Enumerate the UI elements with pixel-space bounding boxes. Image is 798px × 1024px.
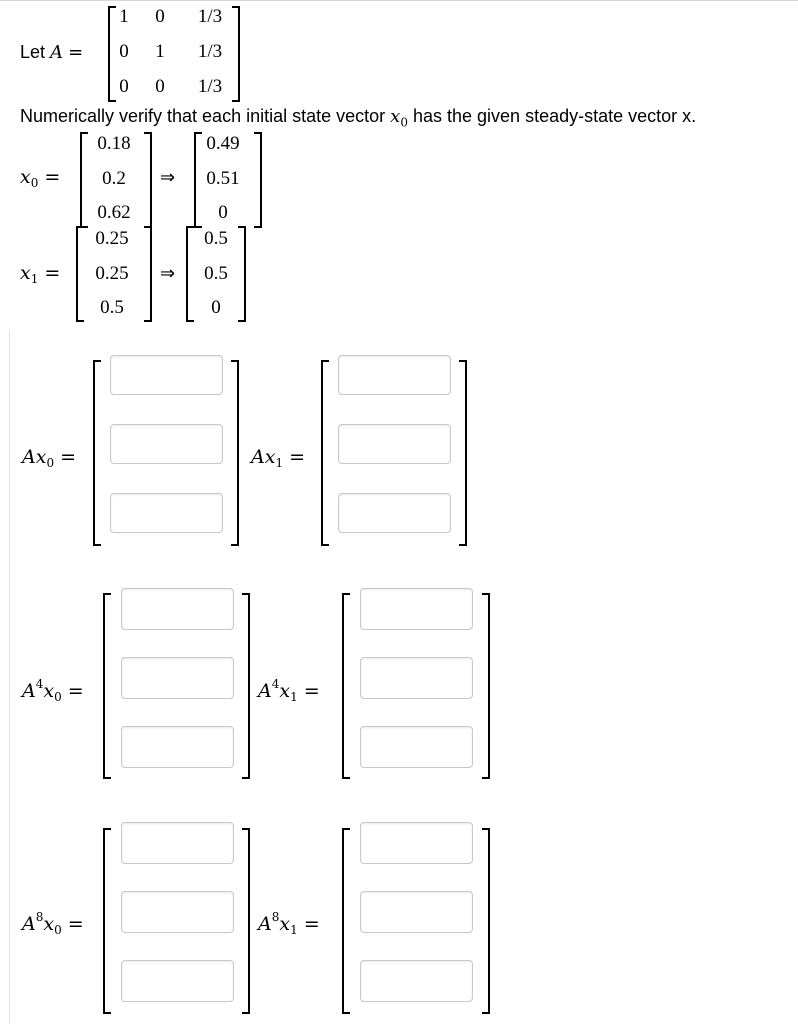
x0-initial-value: 0.2 [102, 168, 126, 189]
x0-initial-value: 0.62 [97, 202, 131, 223]
x1-initial-value: 0.5 [100, 297, 124, 318]
matrix-a-right-bracket [232, 6, 240, 102]
ax0-input-2[interactable] [110, 424, 223, 464]
instruction-suffix: has the given steady-state vector x. [412, 106, 697, 126]
x1-steady-value: 0 [211, 297, 221, 318]
matrix-a-cell: 0 [119, 76, 129, 97]
a4x0-input-3[interactable] [121, 726, 234, 768]
ax1-input-2[interactable] [338, 424, 451, 464]
a8x1-right-bracket [482, 828, 490, 1014]
ax1-input-3[interactable] [338, 493, 451, 533]
x0-label: $x_0$ = [20, 166, 61, 190]
instruction-prefix: Numerically verify that each initial state vector [20, 106, 386, 126]
x0-steady-value: 0 [218, 202, 228, 223]
instruction-var: $x_0$ [390, 106, 408, 130]
ax0-input-3[interactable] [110, 493, 223, 533]
a8x1-input-2[interactable] [360, 891, 473, 933]
a4x1-right-bracket [482, 593, 490, 779]
x0-initial-value: 0.18 [97, 133, 131, 154]
let-text: Let [20, 42, 46, 62]
x1-initial-value: 0.25 [95, 228, 129, 249]
a8x0-right-bracket [242, 828, 250, 1014]
x1-initial-value: 0.25 [95, 263, 129, 284]
matrix-a-cell: 0 [119, 41, 129, 62]
x0-right-bracket [144, 132, 152, 228]
a8x1-label: $A^8x_1$ = [258, 910, 320, 937]
ax0-label: $Ax_0$ = [22, 446, 77, 470]
top-divider [0, 0, 798, 1]
a4x1-left-bracket [342, 593, 350, 779]
left-divider [9, 330, 10, 1024]
matrix-name: A [50, 42, 64, 63]
ax1-label: $Ax_1$ = [251, 446, 306, 470]
a4x1-input-2[interactable] [360, 657, 473, 699]
matrix-a-cell: 1/3 [197, 76, 223, 97]
x1-right-bracket [144, 226, 152, 322]
equals-sign: = [68, 42, 84, 63]
matrix-a-cell: 1 [119, 6, 129, 27]
instruction-text [20, 106, 696, 130]
a8x0-label: $A^8x_0$ = [22, 910, 84, 937]
ax1-right-bracket [459, 360, 467, 546]
a4x1-input-1[interactable] [360, 588, 473, 630]
a4x1-label: $A^4x_1$ = [258, 677, 320, 704]
ax0-right-bracket [231, 360, 239, 546]
a8x1-input-1[interactable] [360, 822, 473, 864]
x0-steady-value: 0.49 [206, 133, 240, 154]
a8x1-left-bracket [342, 828, 350, 1014]
a4x0-right-bracket [242, 593, 250, 779]
ax0-left-bracket [93, 360, 101, 546]
x0-steady-right-bracket [254, 132, 262, 228]
matrix-a-cell: 0 [155, 76, 165, 97]
a8x0-input-1[interactable] [121, 822, 234, 864]
a8x0-input-2[interactable] [121, 891, 234, 933]
implies-arrow-icon: ⇒ [160, 167, 176, 188]
let-label [20, 42, 83, 63]
ax0-input-1[interactable] [110, 355, 223, 395]
a4x0-input-2[interactable] [121, 657, 234, 699]
matrix-a-cell: 0 [155, 6, 165, 27]
x1-steady-value: 0.5 [204, 228, 228, 249]
x1-label: $x_1$ = [20, 262, 61, 286]
a4x0-left-bracket [103, 593, 111, 779]
a4x0-label: $A^4x_0$ = [22, 677, 84, 704]
ax1-input-1[interactable] [338, 355, 451, 395]
matrix-a-cell: 1/3 [197, 6, 223, 27]
x1-steady-value: 0.5 [204, 263, 228, 284]
implies-arrow-icon: ⇒ [160, 263, 176, 284]
a8x1-input-3[interactable] [360, 960, 473, 1002]
a8x0-left-bracket [103, 828, 111, 1014]
a4x1-input-3[interactable] [360, 726, 473, 768]
a4x0-input-1[interactable] [121, 588, 234, 630]
ax1-left-bracket [321, 360, 329, 546]
a8x0-input-3[interactable] [121, 960, 234, 1002]
x0-steady-value: 0.51 [206, 168, 240, 189]
matrix-a-cell: 1/3 [197, 41, 223, 62]
matrix-a-cell: 1 [155, 41, 165, 62]
